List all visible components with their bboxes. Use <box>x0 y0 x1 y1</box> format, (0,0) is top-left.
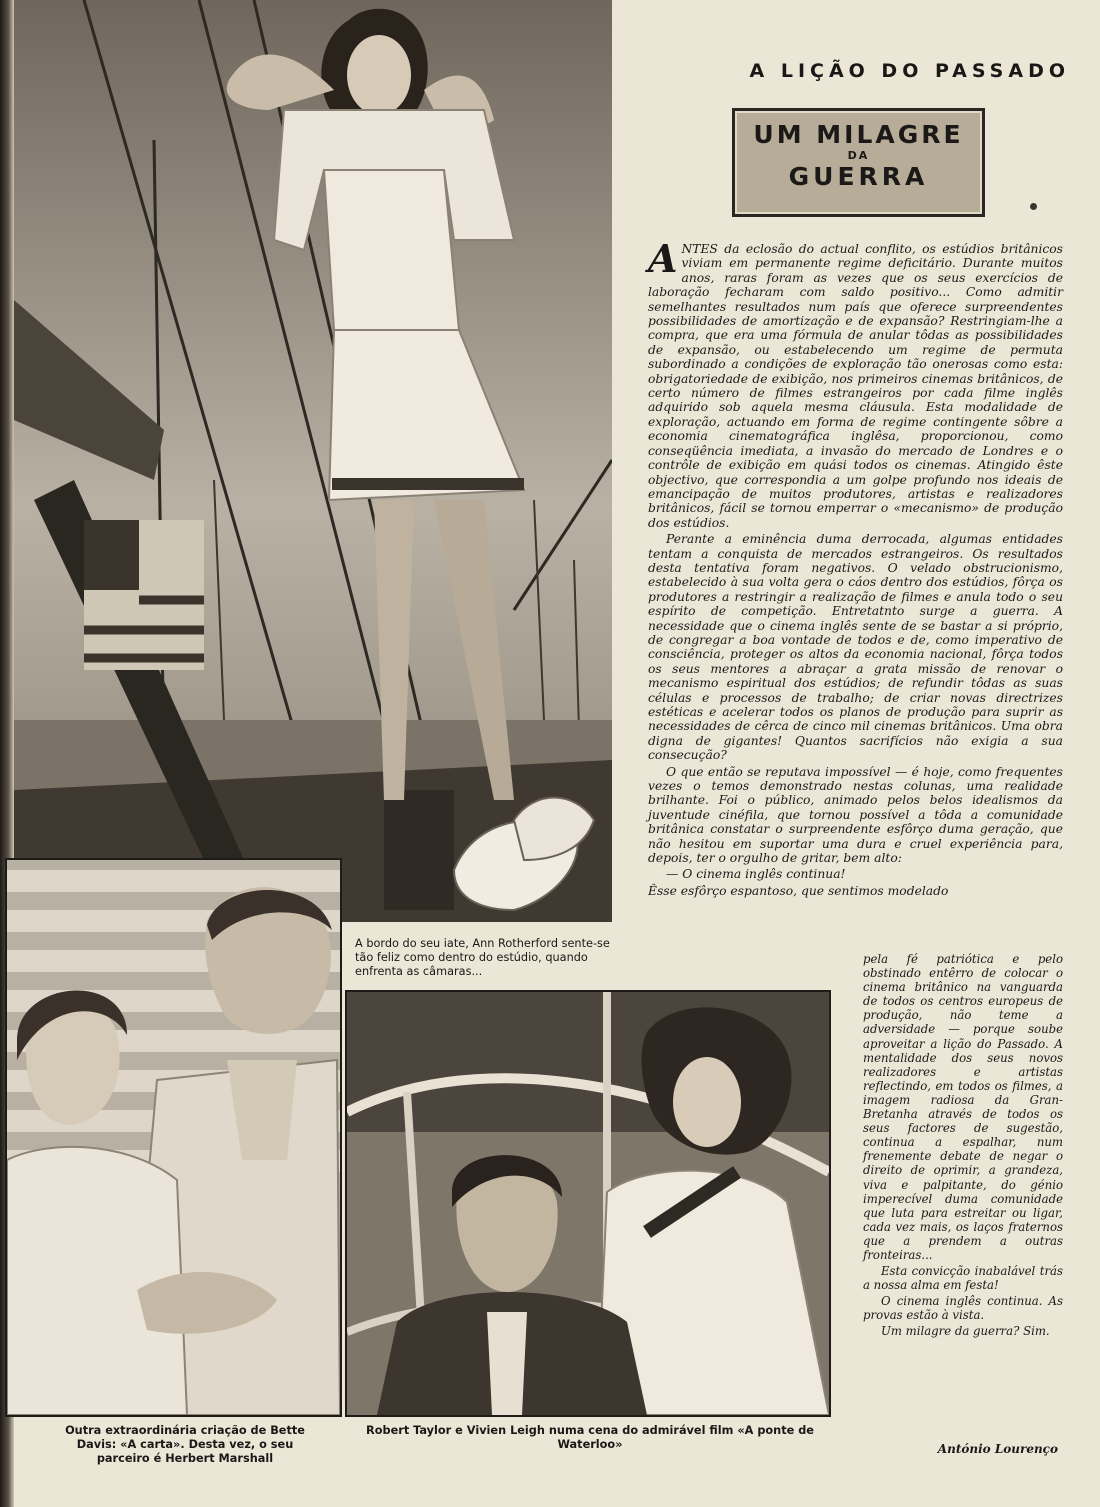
photo-actress-on-yacht <box>14 0 612 922</box>
photo-robert-taylor-vivien-leigh <box>345 990 831 1417</box>
article-paragraph-1-text: NTES da eclosão do actual conflito, os estúdios britânicos viviam em permanente regime deficitário. Durante muitos anos, raras foram as vezes que os seus exercícios de laboração fecharam com saldo positivo... Como admitir semelhantes resultados num país que oferece surpreendentes possibilidades de amortização e de expansão? Restringiam-lhe a compra, que era uma fórmula de anular tôdas as possibilidades de expansão, ou estabelecendo um regime de permuta subordinado a condições de exploração tão onerosas como esta: obrigatoriedade de exibição, nos primeiros cinemas britânicos, de certo número de filmes estrangeiros por cada filme inglês adquirido sob aquela mesma cláusula. Esta modalidade de exploração, actuando em forma de regime contingente sôbre a economia cinematográfica inglêsa, proporcionou, como conseqüência imediata, a invasão do mercado de Londres e o contrôle de exibição em quási todos os cinemas. Atingido êste objectivo, que correspondia a um golpe profundo nos ideais de emancipação de muitos produtores, artistas e realizadores britânicos, fácil se tornou emperrar o «mecanismo» de produção dos estúdios. <box>648 242 1063 530</box>
article-paragraph-5-start: Êsse esfôrço espantoso, que sentimos modelado <box>648 883 949 898</box>
article-body-main <box>648 236 1063 900</box>
article-paragraph-4: — O cinema inglês continua! <box>666 867 846 882</box>
article-paragraph-1 <box>648 236 1063 530</box>
article-paragraph-8: Um milagre da guerra? Sim. <box>881 1324 1050 1339</box>
caption-bette-davis-photo: Outra extraordinária criação de Bette Davis: «A carta». Desta vez, o seu parceiro é Herbert Marshall <box>65 1424 305 1465</box>
article-paragraph-2: Perante a eminência duma derrocada, algumas entidades tentam a conquista de mercados estrangeiros. Os resultados desta tentativa foram negativos. O velado obstrucionismo, estabelecido à sua volta gera o cáos dentro dos estúdios, fôrça os produtores a restringir a realização de filmes e anula todo o seu espírito de competição. Entretatnto surge a guerra. A necessidade que o cinema inglês sente de se bastar a si próprio, de congregar a boa vontade de todos e de, como imperativo de consciência, proteger os altos da economia nacional, fôrça todos os seus mentores a abraçar a grata missão de renovar o mecanismo espiritual dos estúdios; de refundir tôdas as suas células e processos de trabalho; de criar novas directrizes estéticas e acelerar todos os planos de produção para suprir as necessidades de cêrca de cinco mil cinemas britânicos. Uma obra digna de gigantes! Quantos sacrifícios não exigia a sua consecução? <box>648 532 1063 763</box>
caption-waterloo-photo: Robert Taylor e Vivien Leigh numa cena do admirável film «A ponte de Waterloo» <box>366 1424 814 1451</box>
caption-yacht-photo: A bordo do seu iate, Ann Rotherford sente-se tão feliz como dentro do estúdio, quando enfrenta as câmaras... <box>355 937 610 978</box>
title-line-1: UM MILAGRE <box>753 120 964 149</box>
article-title-box <box>732 108 985 217</box>
page-dot-ornament <box>1030 203 1037 210</box>
section-kicker: A LIÇÃO DO PASSADO <box>749 60 1070 82</box>
article-body-narrow <box>863 952 1063 1341</box>
article-paragraph-6: Esta convicção inabalável trás a nossa alma em festa! <box>863 1264 1063 1293</box>
article-paragraph-7: O cinema inglês continua. As provas estão à vista. <box>863 1294 1063 1323</box>
drop-cap: A <box>648 236 678 281</box>
photo-bette-davis-herbert-marshall <box>5 858 342 1417</box>
article-paragraph-3: O que então se reputava impossível — é hoje, como frequentes vezes o temos demonstrado nestas colunas, uma realidade brilhante. Foi o público, animado pelos belos idealismos da juventude cinéfila, que tornou possível a tôda a comunidade britânica constatar o surpreendente esfôrço duma geração, que não hesitou em suportar uma dura e cruel experiência para, depois, ter o orgulho de gritar, bem alto: <box>648 764 1063 866</box>
title-line-2: DA <box>847 149 870 162</box>
article-paragraph-5-rest: pela fé patriótica e pelo obstinado entêrro de colocar o cinema britânico na vanguarda de todos os centros europeus de produção, não teme a adversidade — porque soube aproveitar a lição do Passado. A mentalidade dos seus novos realizadores e artistas reflectindo, em todos os filmes, a imagem radiosa da Gran-Bretanha através de todos os seus factores de sugestão, continua a espalhar, num frenemente debate de negar o direito de oprimir, a grandeza, viva e palpitante, do génio imperecível duma comunidade que luta para estreitar ou ligar, cada vez mais, os laços fraternos que a prendem a outras fronteiras... <box>863 952 1063 1262</box>
article-author: António Lourenço <box>937 1442 1058 1456</box>
title-line-3: GUERRA <box>788 162 929 191</box>
